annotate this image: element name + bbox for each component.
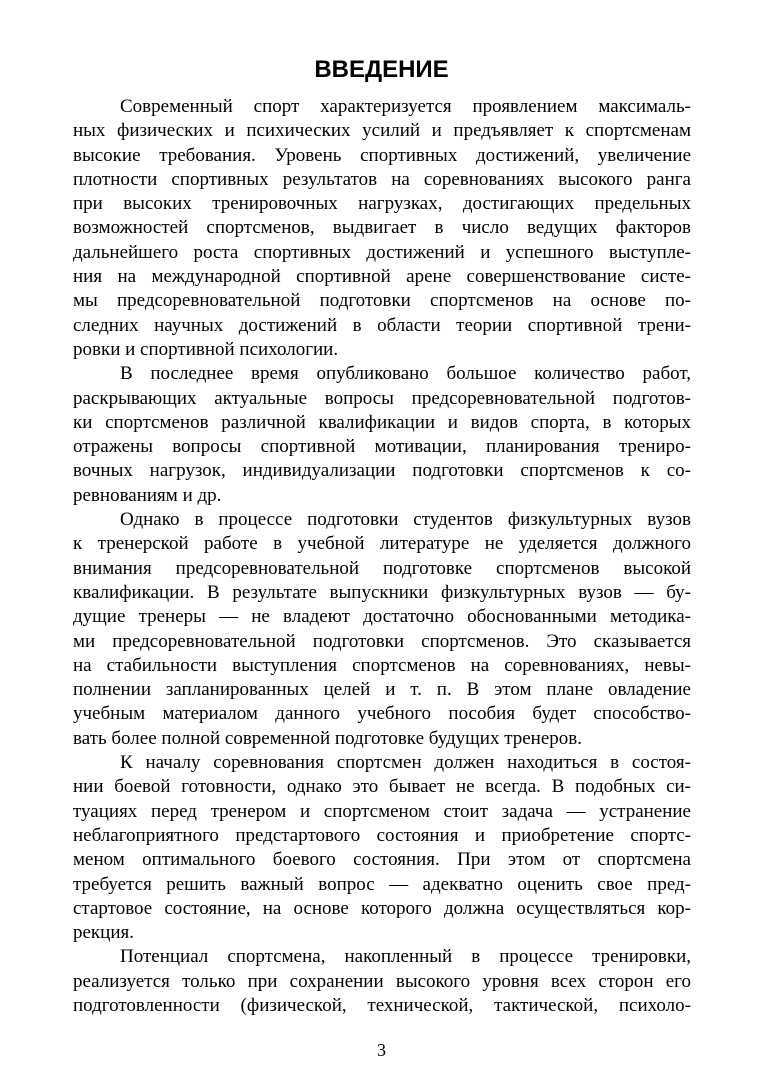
text-line: ных физических и психических усилий и предъявляет к спортсменам xyxy=(73,120,691,142)
text-line: подготовленности (физической, технической, тактической, психоло- xyxy=(73,994,691,1016)
text-line: дущие тренеры — не владеют достаточно обоснованными методика- xyxy=(73,606,691,628)
text-line: при высоких тренировочных нагрузках, достигающих предельных xyxy=(73,193,691,215)
text-line: рекция. xyxy=(73,922,134,944)
text-line: ми предсоревновательной подготовки спортсменов. Это сказывается xyxy=(73,630,691,652)
paragraph xyxy=(73,508,691,751)
text-line: неблагоприятного предстартового состояния и приобретение спортс- xyxy=(73,824,691,846)
text-line: плотности спортивных результатов на соревнованиях высокого ранга xyxy=(73,168,691,190)
text-line: возможностей спортсменов, выдвигает в число ведущих факторов xyxy=(73,217,691,239)
body-text xyxy=(73,95,691,1018)
text-line: квалификации. В результате выпускники физкультурных вузов — бу- xyxy=(73,581,691,603)
paragraph xyxy=(73,945,691,1018)
text-line: на стабильности выступления спортсменов на соревнованиях, невы- xyxy=(73,654,691,676)
text-line: ровки и спортивной психологии. xyxy=(73,338,339,360)
page-title: ВВЕДЕНИЕ xyxy=(314,56,449,83)
text-line: вать более полной современной подготовке будущих тренеров. xyxy=(73,727,583,749)
text-line: меном оптимального боевого состояния. При этом от спортсмена xyxy=(73,849,691,871)
text-line: Однако в процессе подготовки студентов физкультурных вузов xyxy=(120,509,691,531)
page-number: 3 xyxy=(377,1040,386,1060)
text-line: требуется решить важный вопрос — адекватно оценить свое пред- xyxy=(73,873,691,895)
text-line: отражены вопросы спортивной мотивации, планирования трениро- xyxy=(73,436,691,458)
text-line: следних научных достижений в области теории спортивной трени- xyxy=(73,314,691,336)
paragraph xyxy=(73,751,691,945)
text-line: полнении запланированных целей и т. п. В этом плане овладение xyxy=(73,679,691,701)
text-line: ревнованиям и др. xyxy=(73,484,222,506)
text-line: стартовое состояние, на основе которого должна осуществляться кор- xyxy=(73,897,691,919)
text-line: мы предсоревновательной подготовки спортсменов на основе по- xyxy=(73,290,691,312)
text-line: дальнейшего роста спортивных достижений и успешного выступле- xyxy=(73,241,691,263)
text-line: учебным материалом данного учебного пособия будет способство- xyxy=(73,703,691,725)
text-line: К началу соревнования спортсмен должен находиться в состоя- xyxy=(120,752,691,774)
text-line: Потенциал спортсмена, накопленный в процессе тренировки, xyxy=(120,946,691,968)
text-line: раскрывающих актуальные вопросы предсоревновательной подготов- xyxy=(73,387,691,409)
text-line: к тренерской работе в учебной литературе не уделяется должного xyxy=(73,533,691,555)
text-line: нии боевой готовности, однако это бывает не всегда. В подобных си- xyxy=(73,776,691,798)
paragraph xyxy=(73,95,691,362)
text-line: высокие требования. Уровень спортивных достижений, увеличение xyxy=(73,144,691,166)
paragraph xyxy=(73,362,691,508)
text-line: ния на международной спортивной арене совершенствование систе- xyxy=(73,266,691,288)
text-line: туациях перед тренером и спортсменом стоит задача — устранение xyxy=(73,800,691,822)
text-line: ки спортсменов различной квалификации и видов спорта, в которых xyxy=(73,411,691,433)
text-line: Современный спорт характеризуется проявлением максималь- xyxy=(120,96,691,117)
text-line: внимания предсоревновательной подготовке спортсменов высокой xyxy=(73,557,691,579)
text-line: В последнее время опубликовано большое количество работ, xyxy=(120,363,691,385)
text-line: вочных нагрузок, индивидуализации подготовки спортсменов к со- xyxy=(73,460,691,482)
text-line: реализуется только при сохранении высокого уровня всех сторон его xyxy=(73,970,691,992)
